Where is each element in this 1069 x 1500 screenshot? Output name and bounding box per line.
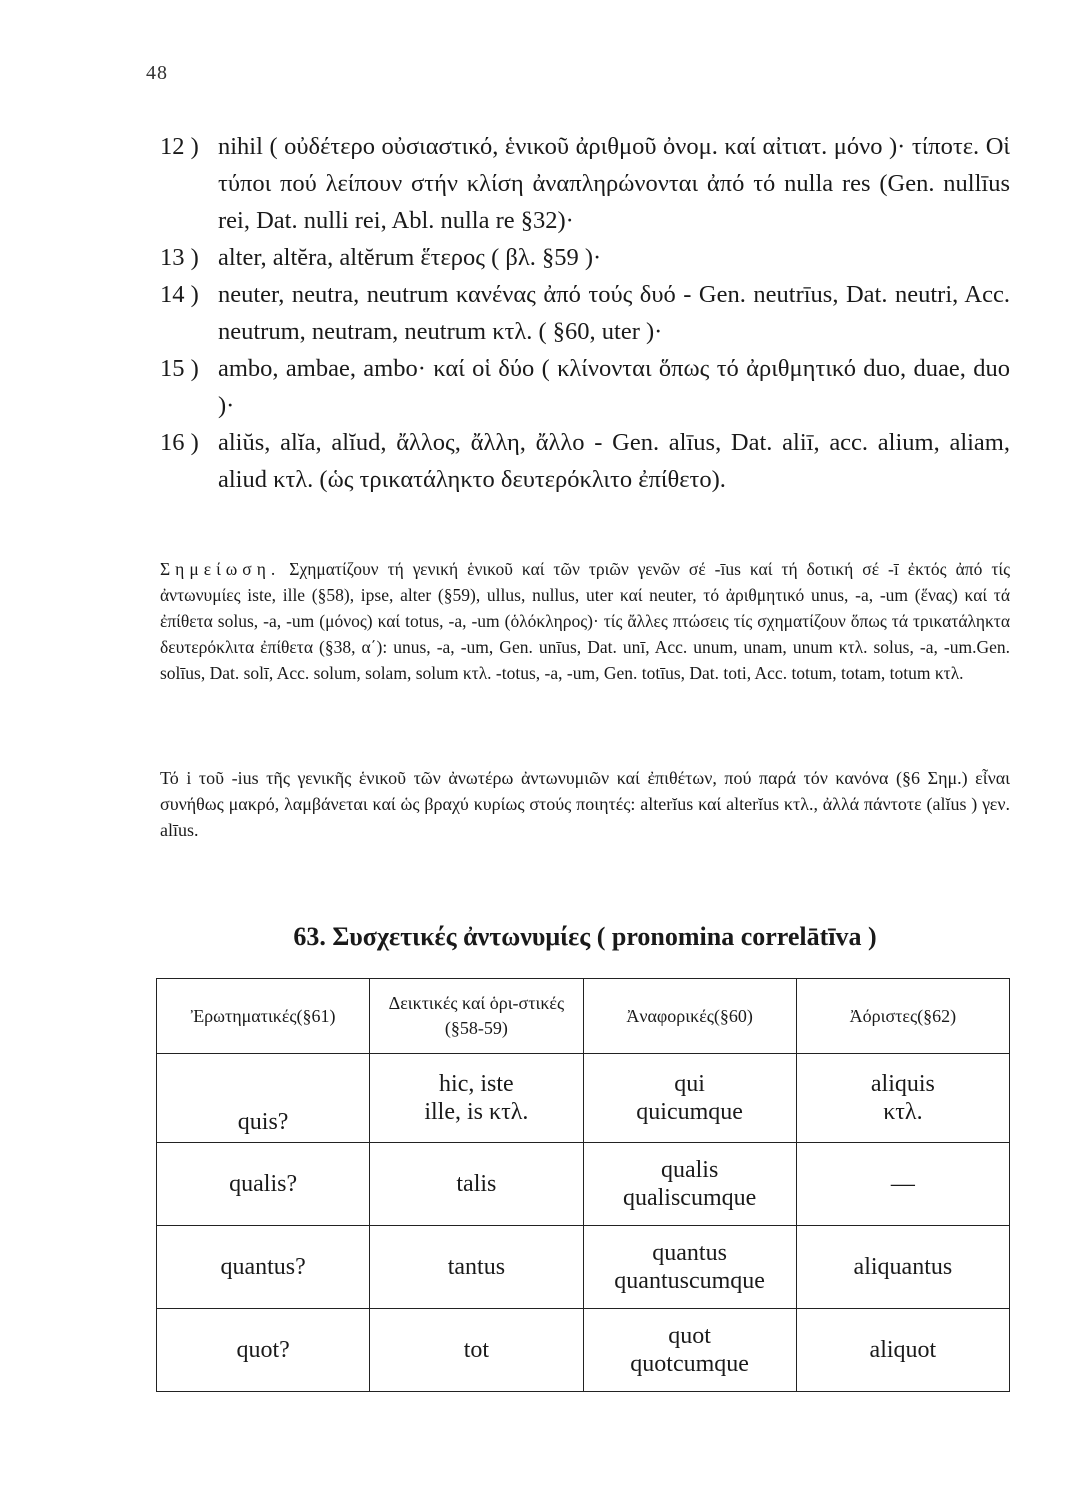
table-cell: tot <box>370 1309 583 1392</box>
table-cell: — <box>796 1143 1009 1226</box>
entry-number: 15 ) <box>160 355 199 382</box>
entry-15 <box>160 350 1010 424</box>
entry-number: 12 ) <box>160 133 199 160</box>
table-cell: tantus <box>370 1226 583 1309</box>
header-relative: Ἀναφορικές(§60) <box>583 979 796 1054</box>
page-number: 48 <box>146 62 168 84</box>
table-cell: talis <box>370 1143 583 1226</box>
entry-text: nihil ( οὐδέτερο οὐσιαστικό, ἑνικοῦ ἀριθμοῦ ὀνομ. καί αἰτιατ. μόνο )· τίποτε. Οἱ τύποι πού λείπουν στήν κλίση ἀναπληρώνονται ἀπό τό nulla res (Gen. nullīus rei, Dat. nulli rei, Abl. nulla re §32)· <box>218 133 1010 234</box>
entry-14 <box>160 276 1010 350</box>
table-cell: quot? <box>157 1309 370 1392</box>
entry-13 <box>160 239 1010 276</box>
table-cell: quot quotcumque <box>583 1309 796 1392</box>
table-row <box>157 1309 1010 1392</box>
header-indefinite: Ἀόριστες(§62) <box>796 979 1009 1054</box>
header-demonstrative: Δεικτικές καί ὁρι-στικές (§58-59) <box>370 979 583 1054</box>
table-cell: qui quicumque <box>583 1054 796 1143</box>
entry-number: 16 ) <box>160 429 199 456</box>
entry-16 <box>160 424 1010 498</box>
table-row <box>157 1226 1010 1309</box>
table-cell: aliquantus <box>796 1226 1009 1309</box>
section-title: 63. Συσχετικές ἀντωνυμίες ( pronomina correlātīva ) <box>293 922 877 951</box>
table-cell: aliquot <box>796 1309 1009 1392</box>
header-interrogative: Ἐρωτηματικές(§61) <box>157 979 370 1054</box>
entry-text: alter, altĕra, altĕrum ἕτερος ( βλ. §59 )· <box>218 244 602 271</box>
entry-text: aliŭs, alĭa, alĭud, ἄλλος, ἄλλη, ἄλλο - Gen. alīus, Dat. aliī, acc. alium, aliam, aliud κτλ. (ὡς τρικατάληκτο δευτερόκλιτο ἐπίθετο). <box>218 429 1010 493</box>
table-cell: quantus quantuscumque <box>583 1226 796 1309</box>
entry-number: 14 ) <box>160 281 199 308</box>
note-lead: Σημείωση. <box>160 559 281 579</box>
entry-text: ambo, ambae, ambo· καί οἱ δύο ( κλίνονται ὅπως τό ἀριθμητικό duo, duae, duo )· <box>218 355 1010 419</box>
entry-text: neuter, neutra, neutrum κανένας ἀπό τούς δυό - Gen. neutrīus, Dat. neutri, Acc. neutrum, neutram, neutrum κτλ. ( §60, uter )· <box>218 281 1010 345</box>
numbered-entries <box>160 128 1010 498</box>
entry-12 <box>160 128 1010 239</box>
correlative-pronouns-table <box>156 978 1010 1392</box>
quantity-note-paragraph: Τό i τοῦ -ius τῆς γενικῆς ἑνικοῦ τῶν ἀνωτέρω ἀντωνυμιῶν καί ἐπιθέτων, πού παρά τόν κανόνα (§6 Σημ.) εἶναι συνήθως μακρό, λαμβάνεται καί ὡς βραχύ κυρίως στούς ποιητές: alterĭus καί alterĭus κτλ., ἀλλά πάντοτε (alĭus ) γεν. alīus. <box>160 768 1010 840</box>
table-cell: aliquis κτλ. <box>796 1054 1009 1143</box>
table-cell: quantus? <box>157 1226 370 1309</box>
table-row <box>157 1054 1010 1143</box>
note-paragraph <box>160 556 1010 686</box>
table-header-row <box>157 979 1010 1054</box>
entry-number: 13 ) <box>160 244 199 271</box>
table-cell: hic, iste ille, is κτλ. <box>370 1054 583 1143</box>
table-cell: qualis qualiscumque <box>583 1143 796 1226</box>
table-row <box>157 1143 1010 1226</box>
table-cell: quis? <box>157 1054 370 1143</box>
note-text: Σχηματίζουν τή γενική ἑνικοῦ καί τῶν τριῶν γενῶν σέ -īus καί τή δοτική σέ -ī ἐκτός ἀπό τίς ἀντωνυμίες iste, ille (§58), ipse, alter (§59), ullus, nullus, uter καί neuter, τό ἀριθμητικό unus, -a, -um (ἕνας) καί τά ἐπίθετα solus, -a, -um (μόνος) καί totus, -a, -um (ὁλόκληρος)· τίς ἄλλες πτώσεις τίς σχηματίζουν ὅπως τά τρικατάληκτα δευτερόκλιτα ἐπίθετα (§38, α΄): unus, -a, -um, Gen. unīus, Dat. unī, Acc. unum, unam, unum κτλ. solus, -a, -um.Gen. solīus, Dat. solī, Acc. solum, solam, solum κτλ. -totus, -a, -um, Gen. totīus, Dat. toti, Acc. totum, totam, totum κτλ. <box>160 559 1011 683</box>
table-cell: qualis? <box>157 1143 370 1226</box>
